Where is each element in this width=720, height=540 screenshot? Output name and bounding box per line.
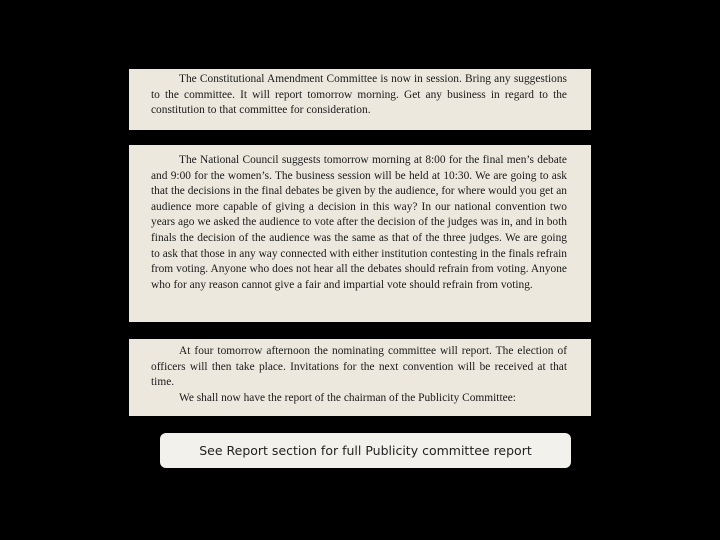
clipping-paragraph: We shall now have the report of the chairman of the Publicity Committee: [179,391,516,404]
clipping-paragraph: At four tomorrow afternoon the nominating committee will report. The election of officers will then take place. Invitations for the next convention will be received at that time. [151,345,567,389]
clipping-paragraph: The Constitutional Amendment Committee is now in session. Bring any suggestions to the committee. It will report tomorrow morning. Get any business in regard to the constitution to that committee for consideration. [151,73,567,117]
clipping-paragraph: The National Council suggests tomorrow morning at 8:00 for the final men’s debate and 9:00 for the women’s. The business session will be held at 10:30. We are going to ask that the decisions in the final debates be given by the audience, for where would you get an audience more capable of giving a decision in this way? In our national convention two years ago we asked the audience to vote after the decision of the judges was in, and in both finals the decision of the audience was the same as that of the three judges. We are going to ask that those in any way connected with either institution contesting in the finals refrain from voting. Anyone who does not hear all the debates should refrain from voting. Anyone who for any reason cannot give a fair and impartial vote should refrain from voting. [151,154,567,291]
caption-box [160,433,571,468]
clipping-constitutional-committee [129,69,591,130]
clipping-nominating-committee [129,339,591,416]
clipping-national-council [129,145,591,322]
caption-text: See Report section for full Publicity committee report [199,443,532,458]
